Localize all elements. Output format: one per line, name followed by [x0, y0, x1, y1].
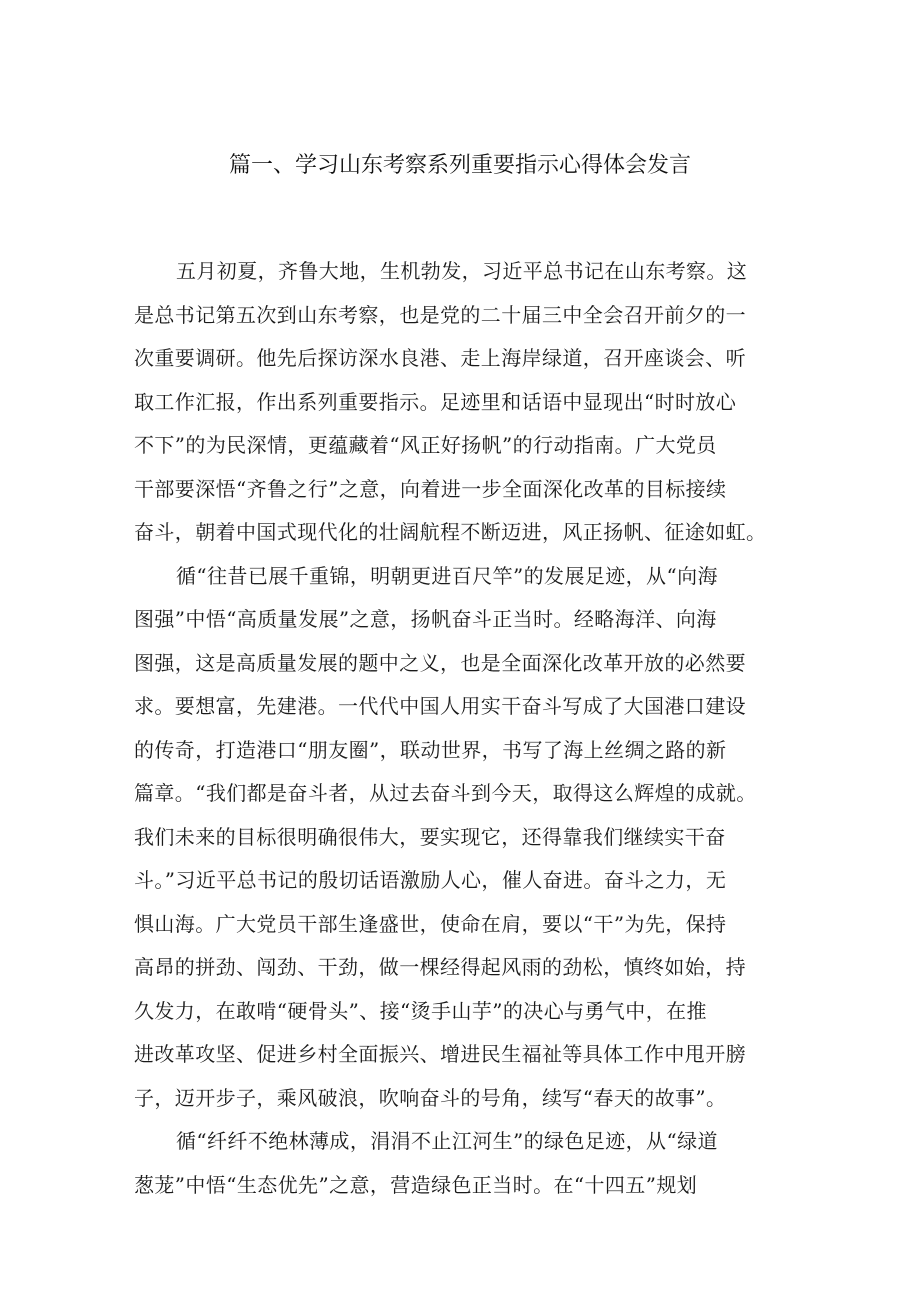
- paragraph-line: 惧山海。广大党员干部生逢盛世，使命在肩，要以“干”为先，保持: [134, 911, 727, 936]
- paragraph-line: 干部要深悟“齐鲁之行”之意，向着进一步全面深化改革的目标接续: [134, 476, 727, 501]
- paragraph-line: 我们未来的目标很明确很伟大，要实现它，还得靠我们继续实干奋: [134, 824, 726, 849]
- document-title: 篇一、学习山东考察系列重要指示心得体会发言: [228, 153, 691, 178]
- paragraph-first-line: 循“往昔已展千重锦，明朝更进百尺竿”的发展足迹，从“向海: [176, 563, 718, 588]
- paragraph-line: 是总书记第五次到山东考察，也是党的二十届三中全会召开前夕的一: [134, 302, 746, 327]
- paragraph-line: 久发力，在敢啃“硬骨头”、接“烫手山芋”的决心与勇气中，在推: [134, 998, 707, 1023]
- paragraph-line: 葱茏”中悟“生态优先”之意，营造绿色正当时。在“十四五”规划: [134, 1172, 698, 1197]
- paragraph-line: 高昂的拼劲、闯劲、干劲，做一棵经得起风雨的劲松，慎终如始，持: [134, 955, 746, 979]
- paragraph-line: 子，迈开步子，乘风破浪，吹响奋斗的号角，续写“春天的故事”。: [134, 1085, 727, 1110]
- paragraph-line: 进改革攻坚、促进乡村全面振兴、增进民生福祉等具体工作中甩开膀: [134, 1042, 746, 1066]
- paragraph-line: 图强”中悟“高质量发展”之意，扬帆奋斗正当时。经略海洋、向海: [134, 607, 717, 631]
- document-body: [134, 250, 794, 1207]
- paragraph-line: 取工作汇报，作出系列重要指示。足迹里和话语中显现出“时时放心: [134, 389, 737, 414]
- paragraph-line: 斗。”习近平总书记的殷切话语激励人心，催人奋进。奋斗之力，无: [134, 868, 727, 892]
- paragraph-line: 次重要调研。他先后探访深水良港、走上海岸绿道，召开座谈会、听: [134, 346, 746, 370]
- paragraph-line: 篇章。“我们都是奋斗者，从过去奋斗到今天，取得这么辉煌的成就。: [134, 781, 757, 805]
- paragraph-first-line: 五月初夏，齐鲁大地，生机勃发，习近平总书记在山东考察。这: [176, 259, 748, 283]
- paragraph-line: 奋斗，朝着中国式现代化的壮阔航程不断迈进，风正扬帆、征途如虹。: [134, 520, 767, 544]
- paragraph-line: 的传奇，打造港口“朋友圈”，联动世界，书写了海上丝绸之路的新: [134, 737, 727, 762]
- paragraph-line: 图强，这是高质量发展的题中之义，也是全面深化改革开放的必然要: [134, 650, 746, 675]
- paragraph-first-line: 循“纤纤不绝林薄成，涓涓不止江河生”的绿色足迹，从“绿道: [176, 1129, 718, 1153]
- paragraph-line: 不下”的为民深情，更蕴藏着“风正好扬帆”的行动指南。广大党员: [134, 433, 717, 457]
- paragraph-line: 求。要想富，先建港。一代代中国人用实干奋斗写成了大国港口建设: [134, 694, 746, 718]
